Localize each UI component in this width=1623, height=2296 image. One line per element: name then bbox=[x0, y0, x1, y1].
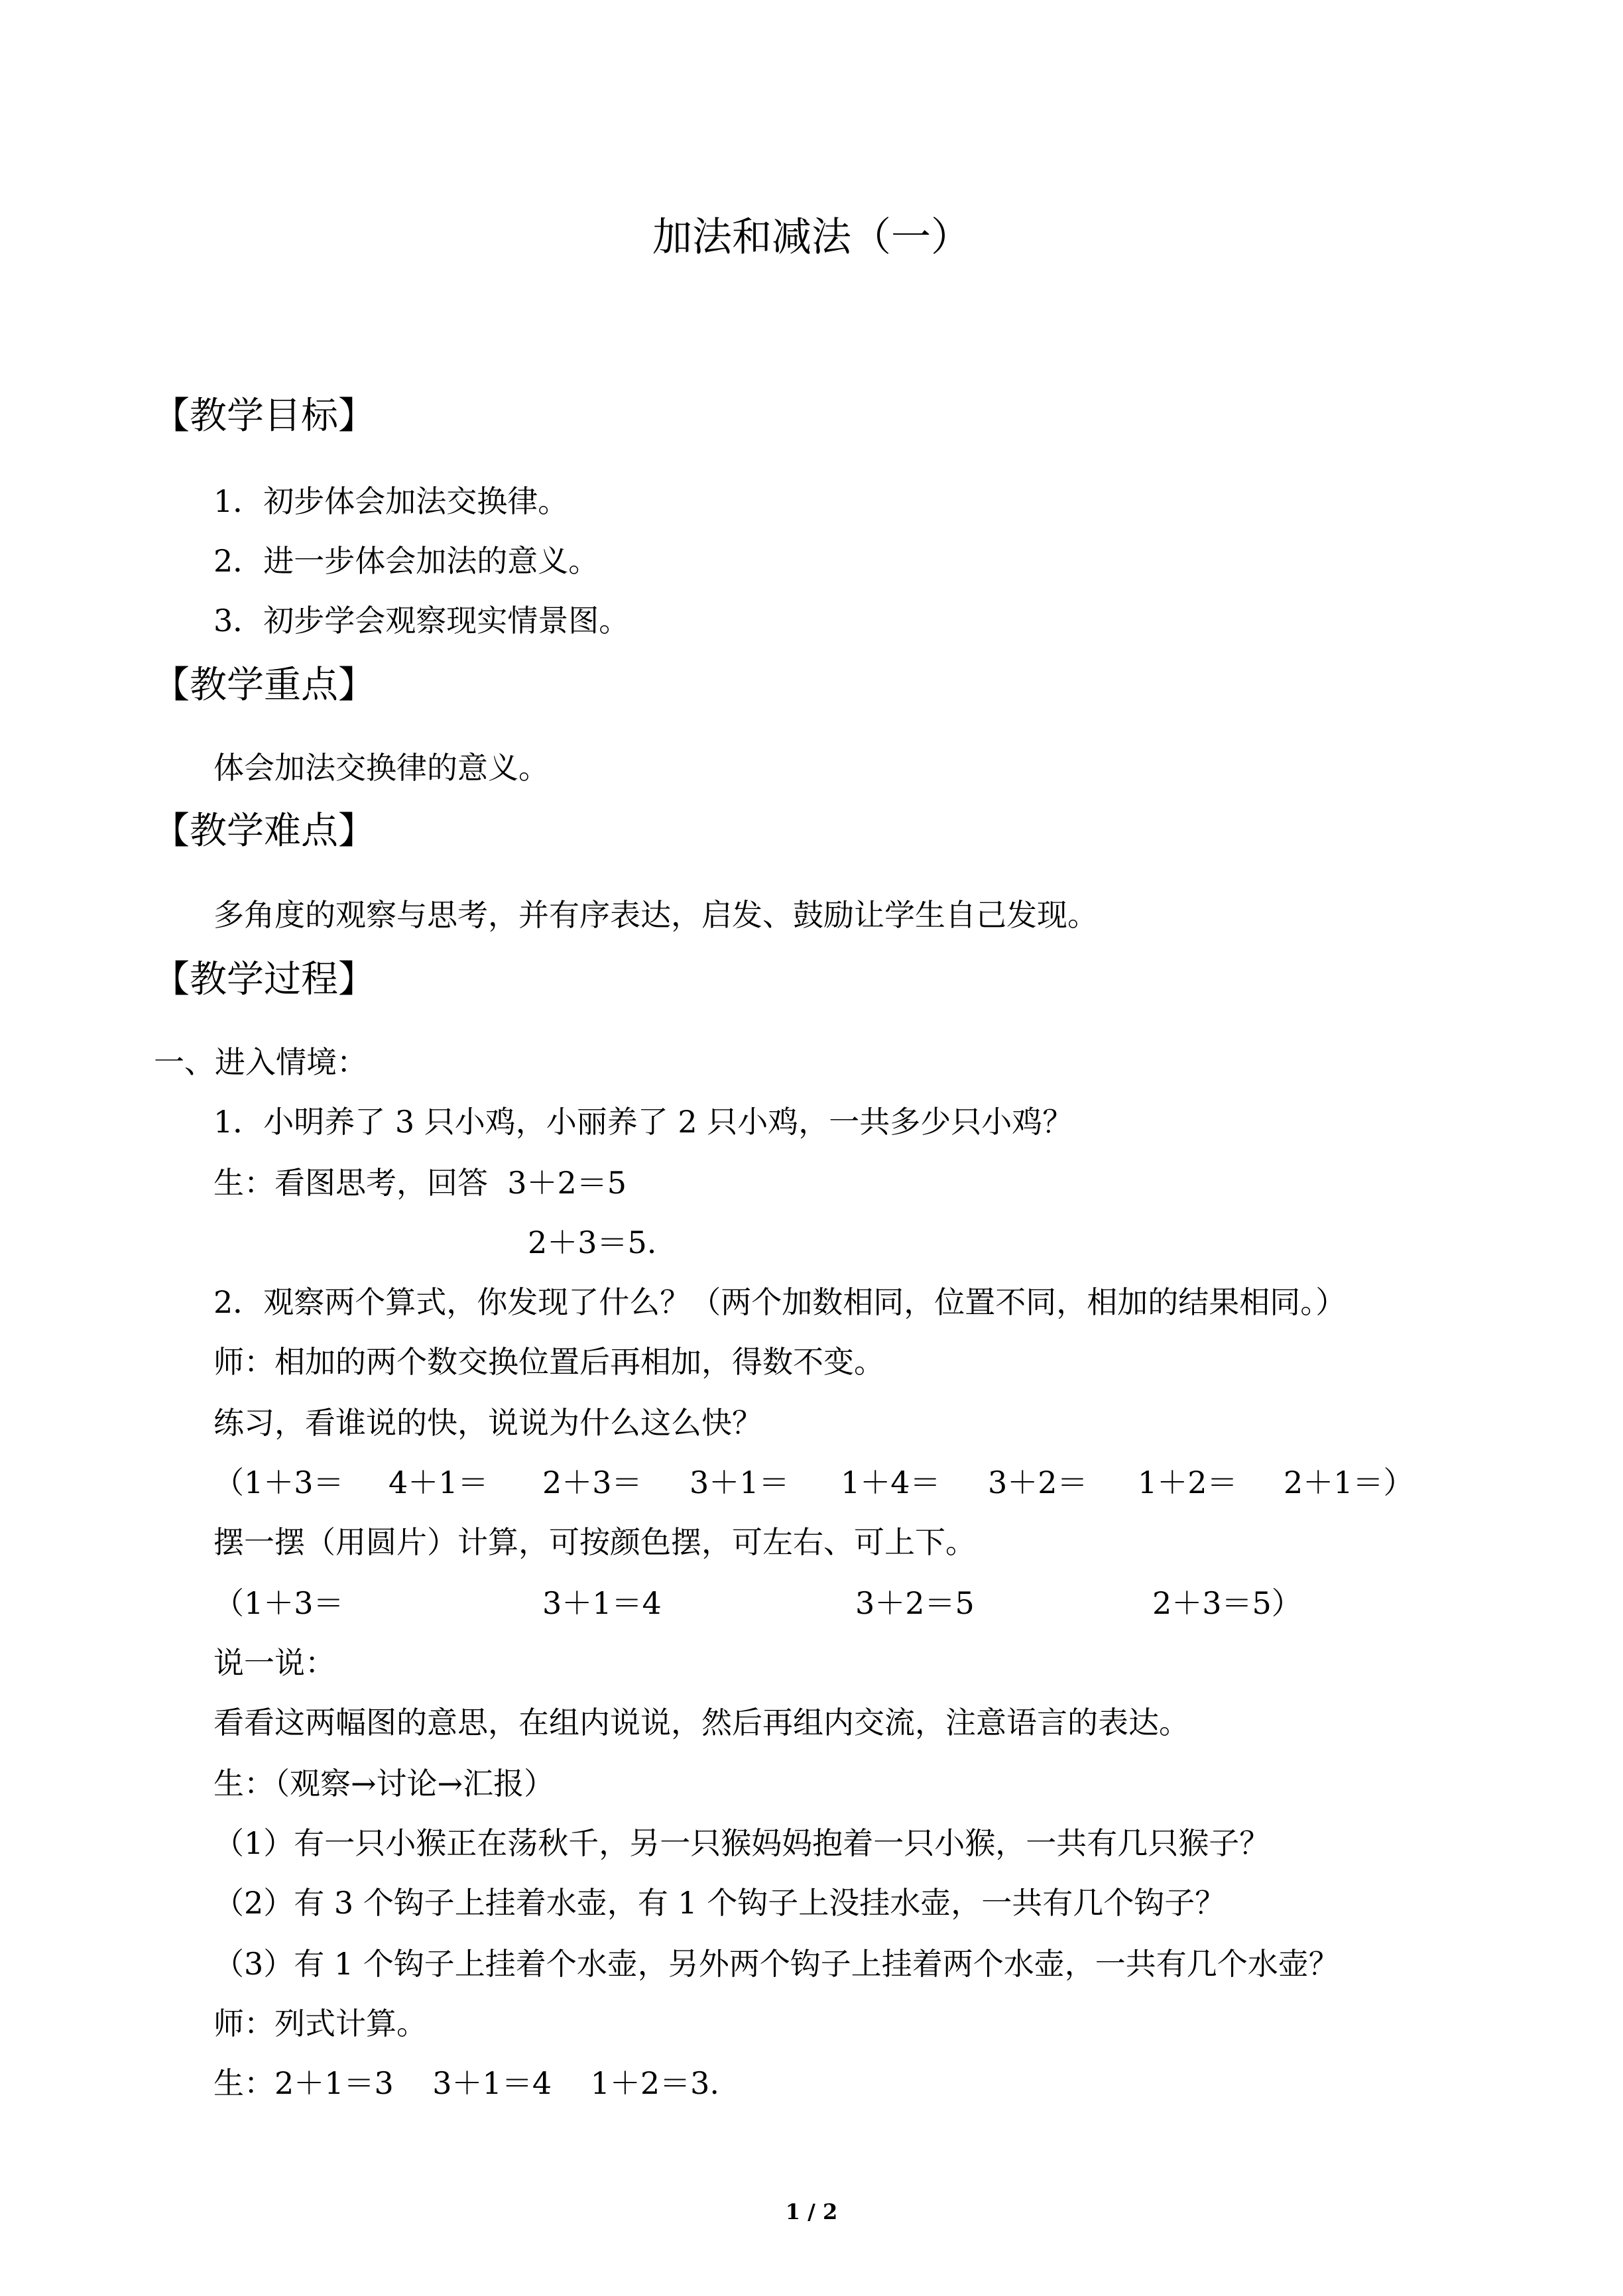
student-answer-1a: 生：看图思考，回答 3＋2＝5 bbox=[213, 1165, 627, 1201]
goal-item-3: 3．初步学会观察现实情景图。 bbox=[213, 603, 630, 638]
difficulty-text: 多角度的观察与思考，并有序表达，启发、鼓励让学生自己发现。 bbox=[213, 897, 1098, 933]
student-answer-1b: 2＋3＝5. bbox=[528, 1225, 657, 1260]
equation: 4＋1＝ bbox=[389, 1465, 489, 1500]
equation: （1＋3＝ bbox=[213, 1585, 344, 1621]
equation: 2＋3＝5） bbox=[1152, 1585, 1302, 1621]
process-heading: 【教学过程】 bbox=[152, 958, 375, 1001]
goals-heading: 【教学目标】 bbox=[152, 394, 375, 438]
list-item-2: （2）有 3 个钩子上挂着水壶，有 1 个钩子上没挂水壶，一共有几个钩子？ bbox=[213, 1885, 1226, 1921]
equation: 3＋1＝ bbox=[690, 1465, 790, 1500]
page-title: 加法和减法（一） bbox=[652, 214, 971, 261]
goal-item-2: 2．进一步体会加法的意义。 bbox=[213, 543, 599, 579]
equation: 3＋1＝4 bbox=[542, 1585, 662, 1621]
equation: 1＋2＝ bbox=[1138, 1465, 1238, 1500]
page-number: 1 / 2 bbox=[785, 2199, 838, 2224]
student-steps: 生：（观察→讨论→汇报） bbox=[213, 1766, 555, 1801]
teacher-statement-2: 师：列式计算。 bbox=[213, 2006, 427, 2041]
equation: 3＋2＝5 bbox=[855, 1585, 975, 1621]
equation: 2＋3＝ bbox=[542, 1465, 642, 1500]
equation-row bbox=[0, 1463, 1623, 1502]
equation: 3＋2＝ bbox=[988, 1465, 1088, 1500]
goal-item-1: 1．初步体会加法交换律。 bbox=[213, 483, 569, 519]
equation-row-2 bbox=[0, 1583, 1623, 1623]
look-instruction: 看看这两幅图的意思，在组内说说，然后再组内交流，注意语言的表达。 bbox=[213, 1705, 1189, 1740]
equation: 2＋1＝） bbox=[1284, 1465, 1414, 1500]
part1-title: 一、进入情境： bbox=[154, 1044, 367, 1080]
question-1: 1．小明养了 3 只小鸡，小丽养了 2 只小鸡，一共多少只小鸡？ bbox=[213, 1104, 1073, 1140]
list-item-1: （1）有一只小猴正在荡秋千，另一只猴妈妈抱着一只小猴，一共有几只猴子？ bbox=[213, 1825, 1270, 1861]
focus-heading: 【教学重点】 bbox=[152, 664, 375, 707]
equation: （1＋3＝ bbox=[213, 1465, 344, 1500]
teacher-statement-1: 师：相加的两个数交换位置后再相加，得数不变。 bbox=[213, 1344, 884, 1380]
focus-text: 体会加法交换律的意义。 bbox=[213, 750, 549, 786]
question-2: 2．观察两个算式，你发现了什么？（两个加数相同，位置不同，相加的结果相同。） bbox=[213, 1284, 1347, 1320]
student-answer-2: 生：2＋1＝3 3＋1＝4 1＋2＝3. bbox=[213, 2065, 719, 2101]
arrange-instruction: 摆一摆（用圆片）计算，可按颜色摆，可左右、可上下。 bbox=[213, 1524, 976, 1560]
list-item-3: （3）有 1 个钩子上挂着个水壶，另外两个钩子上挂着两个水壶，一共有几个水壶？ bbox=[213, 1946, 1339, 1982]
equation: 1＋4＝ bbox=[841, 1465, 941, 1500]
difficulty-heading: 【教学难点】 bbox=[152, 810, 375, 853]
say-prompt: 说一说： bbox=[213, 1645, 335, 1681]
practice-prompt: 练习，看谁说的快，说说为什么这么快？ bbox=[213, 1405, 762, 1441]
